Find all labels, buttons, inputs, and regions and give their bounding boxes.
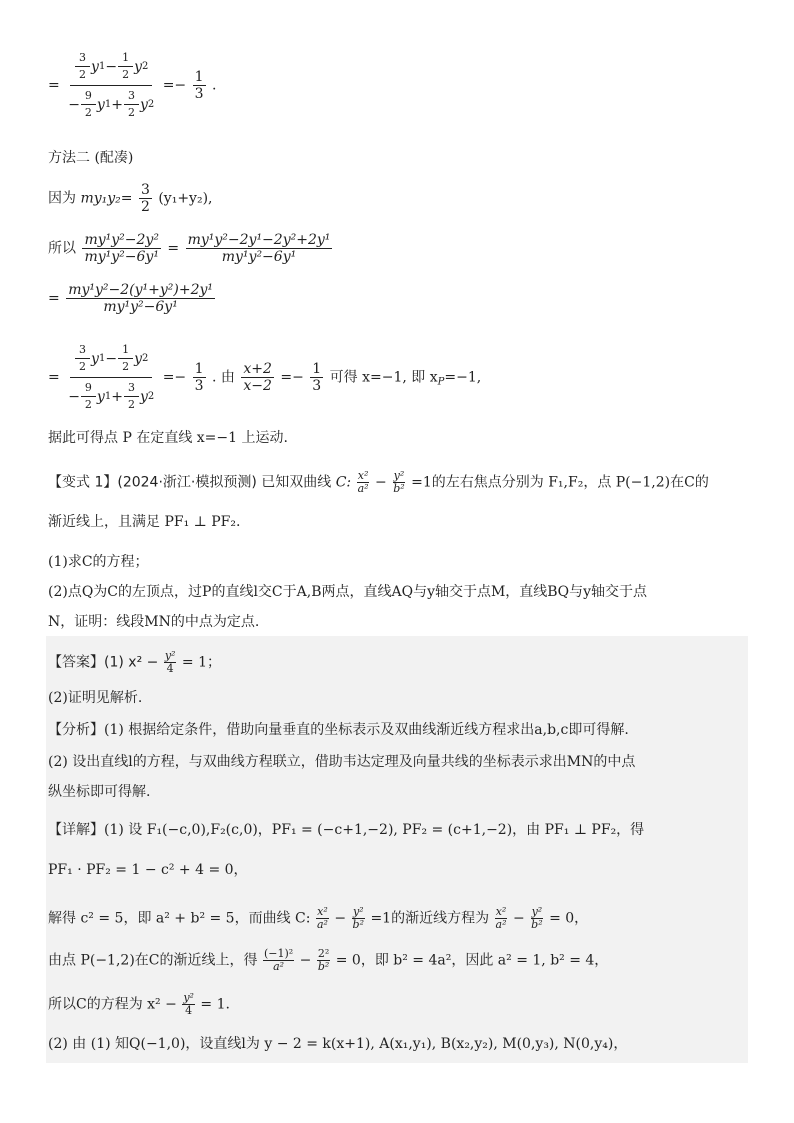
big-fraction-denominator: − $\frac{9}{2}$ y 1 + $\frac{3}{2}$ y 2 (68, 89, 155, 119)
question-2-line-1: (2)点Q为C的左顶点，过P的直线l交C于A,B两点，直线AQ与y轴交于点M，直线BQ与y轴交于点 (48, 584, 647, 600)
equation-line-1 (48, 48, 216, 123)
big-fraction (64, 48, 158, 123)
result-sign: =− (162, 77, 187, 94)
analysis-line-3: 纵坐标即可得解. (48, 784, 151, 800)
equals-sign: = (48, 77, 60, 94)
because-line: 因为 my₁y₂= $\frac{3}{2}$ (y₁+y₂), (48, 182, 213, 215)
detail-line-2: PF₁ · PF₂ = 1 − c² + 4 = 0， (48, 862, 248, 878)
big-fraction-numerator: $\frac{3}{2}$ y 1 − $\frac{1}{2}$ y 2 (70, 48, 152, 86)
period: . (212, 77, 217, 94)
question-1: (1)求C的方程； (48, 554, 149, 570)
equation-line-4: = $\frac{\text{my¹y²−2(y¹+y²)+2y¹}}{\text{my¹y²−6y¹}}$ (48, 282, 213, 315)
detail-line-1: 【详解】(1) 设 F₁(−c,0),F₂(c,0)，PF₁ = (−c+1,−2), PF₂ = (c+1,−2)，由 PF₁ ⊥ PF₂，得 (48, 822, 645, 838)
question-2-line-2: N，证明：线段MN的中点为定点. (48, 614, 260, 630)
variant-line-2: 渐近线上，且满足 PF₁ ⊥ PF₂. (48, 514, 241, 530)
answer-line-1: 【答案】(1) x² − $\frac{\text{y²}}{4}$ = 1； (48, 649, 221, 675)
detail-line-5: 所以C的方程为 x² − $\frac{\text{y²}}{4}$ = 1. (48, 991, 230, 1017)
result-fraction: $\frac{1}{3}$ (194, 69, 204, 102)
detail-line-6: (2) 由 (1) 知Q(−1,0)，设直线l为 y − 2 = k(x+1), A(x₁,y₁), B(x₂,y₂), M(0,y₃), N(0,y₄)， (48, 1036, 628, 1052)
variant-heading: 【变式 1】(2024·浙江·模拟预测) 已知双曲线 C: $\frac{\text{x²}}{\text{a²}}$ − $\frac{\text{y²}}{\text{b²}}$ =1的左右焦点分别为 F₁,F₂，点 P(−1,2)在C的 (48, 469, 709, 495)
analysis-line-1: 【分析】(1) 根据给定条件，借助向量垂直的坐标表示及双曲线渐近线方程求出a,b,c即可得解. (48, 722, 629, 738)
detail-line-4: 由点 P(−1,2)在C的渐近线上，得 $\frac{\text{(−1)²}}{\text{a²}}$ − $\frac{\text{2²}}{\text{b²}}$ = 0，即 b² = 4a²，因此 a² = 1, b² = 4， (48, 947, 609, 973)
conclusion-line: 据此可得点 P 在定直线 x=−1 上运动. (48, 430, 288, 446)
analysis-line-2: (2) 设出直线l的方程，与双曲线方程联立，借助韦达定理及向量共线的坐标表示求出MN的中点 (48, 754, 636, 770)
detail-line-3: 解得 c² = 5，即 a² + b² = 5，而曲线 C: $\frac{\text{x²}}{\text{a²}}$ − $\frac{\text{y²}}{\text{b²}}$ =1的渐近线方程为 $\frac{\text{x²}}{\text{a²}}$ − $\frac{\text{y²}}{\text{b²}}$ = 0， (48, 905, 589, 931)
answer-line-2: (2)证明见解析. (48, 690, 143, 706)
equation-line-5: = $\frac{3}{2}$ y 1 − $\frac{1}{2}$ y 2 − $\frac{9}{2}$ y 1 + $\frac{3}{2}$ y 2 =− $\frac{1}{3}$ . 由 $\frac{x+2}{x-2}$ =− $\frac{1}{3}$ 可得 x=−1, 即 $x_P=-1$, (48, 340, 481, 415)
method-two-heading: 方法二 (配凑) (48, 150, 134, 166)
so-line: 所以 $\frac{\text{my¹y²−2y²}}{\text{my¹y²−6y¹}}$ = $\frac{\text{my¹y²−2y¹−2y²+2y¹}}{\text{my¹y²−6y¹}}$ (48, 232, 331, 265)
